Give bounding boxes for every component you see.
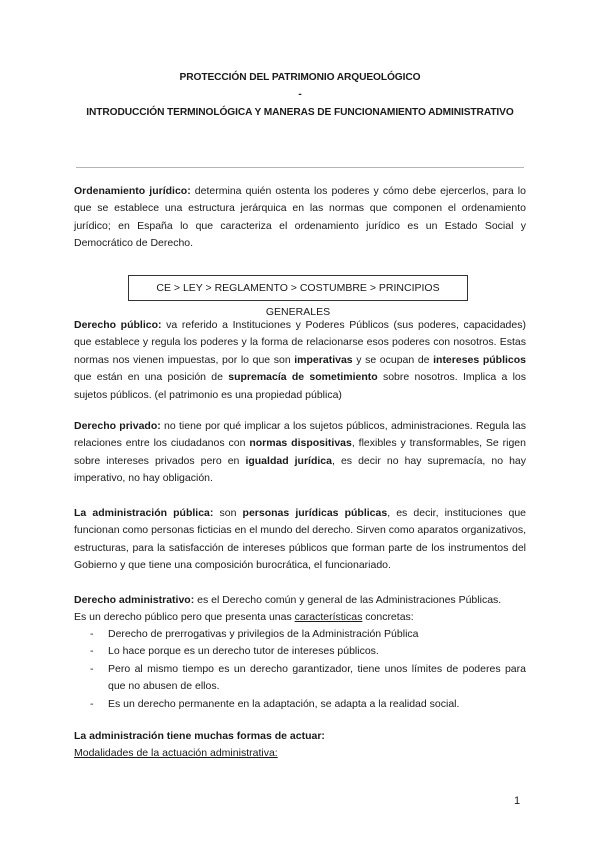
list-item-text: Pero al mismo tiempo es un derecho garantizador, tiene unos límites de poderes para que no abusen de ellos. — [108, 662, 526, 693]
term-ordenamiento: Ordenamiento jurídico: — [74, 185, 191, 197]
derecho-privado-text-1: no tiene por qué implicar a los sujetos públicos, administraciones. Regula las relaciones entre los ciudadanos con — [74, 420, 526, 450]
derecho-administrativo-text: es el Derecho común y general de las Administraciones Públicas. — [194, 594, 502, 606]
bullet-dash: - — [90, 697, 94, 710]
horizontal-rule — [76, 167, 524, 168]
characteristics-list — [74, 626, 526, 713]
bullet-dash: - — [90, 662, 94, 675]
list-item — [74, 696, 526, 713]
page-number: 1 — [514, 795, 521, 807]
ordenamiento-text: determina quién ostenta los poderes y cómo debe ejercerlos, para lo que se establece una estructura jerárquica en las normas que componen el ordenamiento jurídico; en España lo que caracteriza el ordenamiento jurídico es un Estado Social y Democrático de Derecho. — [74, 185, 526, 250]
derecho-publico-bold-2: intereses públicos — [433, 353, 526, 366]
administracion-text-1: son — [213, 507, 243, 519]
formas-heading-text: La administración tiene muchas formas de actuar: — [74, 730, 325, 742]
derecho-privado-bold-2: igualdad jurídica — [245, 454, 332, 467]
administracion-bold-1: personas jurídicas públicas — [242, 507, 388, 519]
caracteristicas-text-b: concretas: — [362, 611, 414, 623]
formas-heading — [74, 728, 325, 745]
derecho-publico-text-1: va referido a Instituciones y Poderes Públicos (sus poderes, capacidades) que establece y regula los poderes y la forma de relacionarse esos poderes con nosotros. Estas normas nos vienen impuestas, por lo que son — [74, 319, 526, 366]
list-item-text: Lo hace porque es un derecho tutor de intereses públicos. — [108, 645, 379, 658]
list-item-text: Derecho de prerrogativas y privilegios de la Administración Pública — [108, 628, 419, 640]
paragraph-derecho-publico — [74, 317, 526, 404]
paragraph-derecho-privado — [74, 418, 526, 488]
derecho-privado-bold-1: normas dispositivas — [249, 437, 352, 450]
caracteristicas-line — [74, 609, 414, 626]
term-derecho-privado: Derecho privado: — [74, 420, 161, 432]
derecho-publico-text-3: que están en una posición de — [74, 371, 229, 384]
title-separator: - — [298, 89, 302, 100]
bullet-dash: - — [90, 628, 94, 640]
paragraph-administracion-publica — [74, 505, 526, 575]
caracteristicas-text-a: Es un derecho público pero que presenta unas — [74, 611, 295, 623]
term-administracion-publica: La administración pública: — [74, 507, 214, 519]
list-item — [74, 661, 526, 696]
derecho-publico-bold-3: supremacía de sometimiento — [228, 371, 378, 384]
paragraph-ordenamiento — [74, 183, 526, 253]
list-item — [74, 643, 526, 660]
document-subtitle: INTRODUCCIÓN TERMINOLÓGICA Y MANERAS DE FUNCIONAMIENTO ADMINISTRATIVO — [86, 107, 514, 118]
list-item-text: Es un derecho permanente en la adaptación, se adapta a la realidad social. — [108, 697, 460, 710]
modalidades-subheading-text: Modalidades de la actuación administrativa: — [74, 747, 278, 759]
administracion-text-2: , es decir, instituciones que funcionan como personas ficticias en el mundo del derecho. Sirven como aparatos organizativos, estructuras, para la satisfacción de intereses públicos que forman parte de los instrumentos del Gobierno y que tiene una composición burocrática, el funcionariado. — [74, 507, 526, 572]
derecho-privado-text-3: , es decir no hay supremacía, no hay imperativo, no hay obligación. — [74, 454, 527, 485]
caracteristicas-underlined: características — [294, 611, 363, 623]
derecho-publico-bold-1: imperativas — [294, 353, 353, 366]
derecho-privado-text-2: , flexibles y transformables, Se rigen sobre intereses privados pero en — [74, 437, 526, 467]
derecho-administrativo-line — [74, 592, 501, 609]
hierarchy-box: CE > LEY > REGLAMENTO > COSTUMBRE > PRINCIPIOS GENERALES — [128, 275, 468, 301]
list-item — [74, 626, 526, 643]
modalidades-subheading — [74, 745, 278, 762]
derecho-publico-text-4: sobre nosotros. Implica a los sujetos públicos. (el patrimonio es una propiedad pública) — [74, 371, 527, 401]
document-title: PROTECCIÓN DEL PATRIMONIO ARQUEOLÓGICO — [179, 72, 421, 83]
term-derecho-publico: Derecho público: — [74, 319, 162, 331]
derecho-publico-text-2: y se ocupan de — [352, 353, 434, 366]
bullet-dash: - — [90, 645, 94, 658]
term-derecho-administrativo: Derecho administrativo: — [74, 594, 195, 606]
